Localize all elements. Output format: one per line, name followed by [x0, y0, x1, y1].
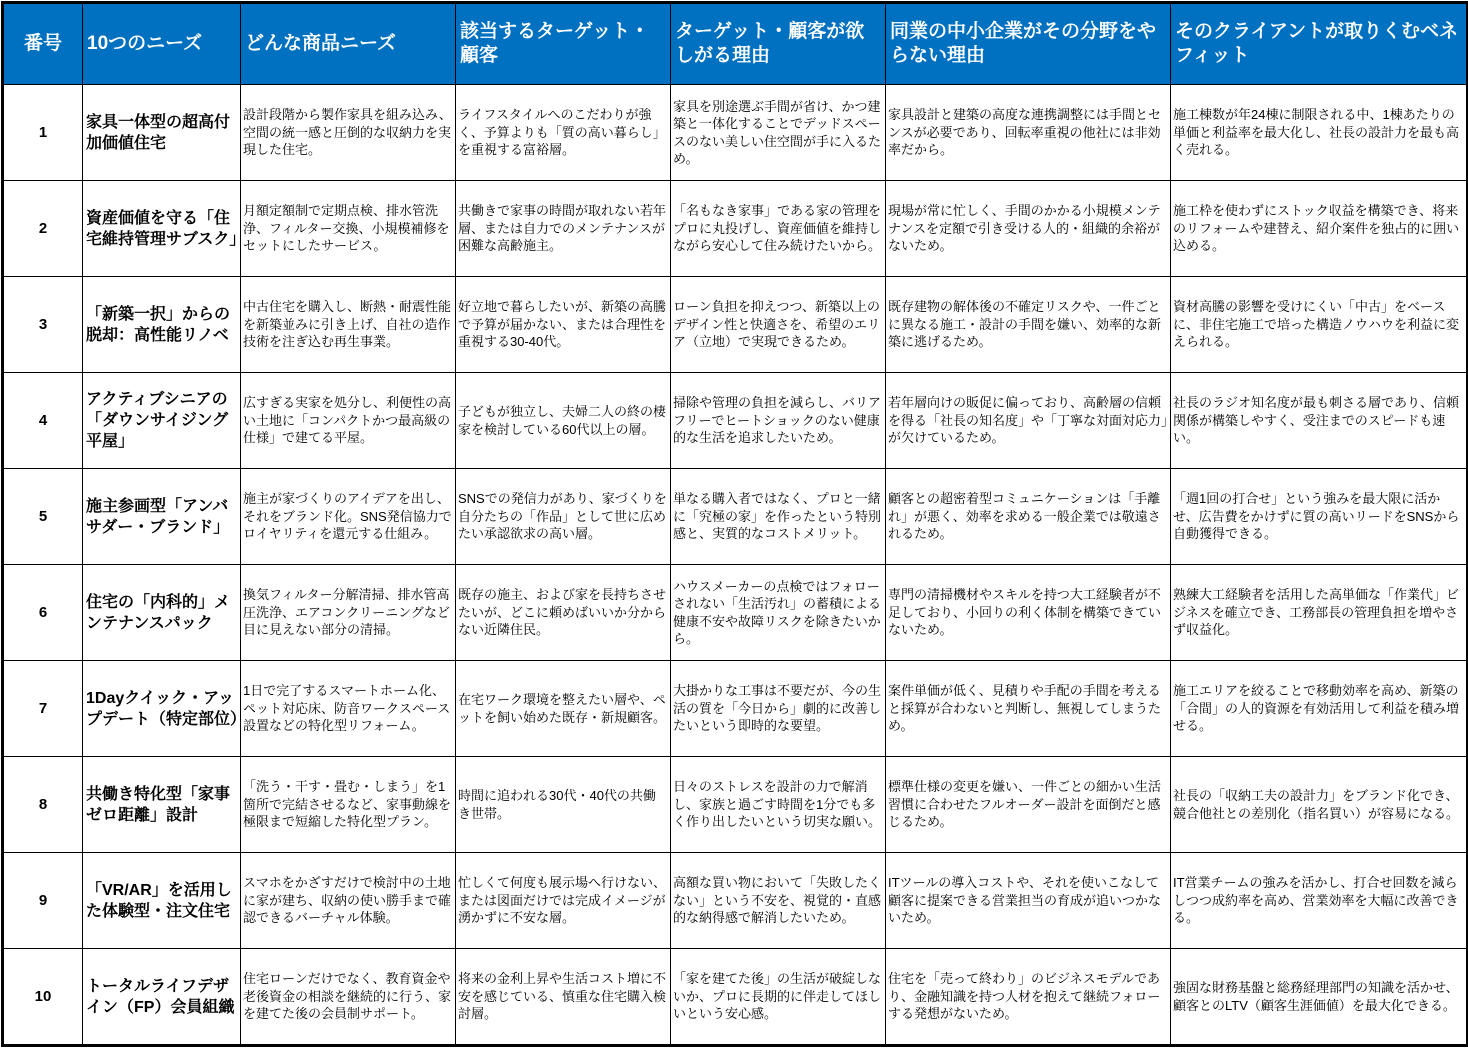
reason-cell: 単なる購入者ではなく、プロと一緒に「究極の家」を作ったという特別感と、実質的なコストメリット。: [671, 469, 886, 565]
product-cell: 1日で完了するスマートホーム化、ペット対応床、防音ワークスペース設置などの特化型リフォーム。: [241, 661, 456, 757]
need-cell: 1Dayクイック・アップデート（特定部位）: [83, 661, 241, 757]
table-row: [3, 949, 1468, 1046]
benefit-cell: 社長のラジオ知名度が最も刺さる層であり、信頼関係が構築しやすく、受注までのスピードも速い。: [1171, 373, 1468, 469]
reason-cell: 「家を建てた後」の生活が破綻しないか、プロに長期的に伴走してほしいという安心感。: [671, 949, 886, 1046]
need-cell: 家具一体型の超高付加価値住宅: [83, 85, 241, 181]
need-cell: トータルライフデザイン（FP）会員組織: [83, 949, 241, 1046]
number-cell: 2: [3, 181, 83, 277]
benefit-cell: 施工棟数が年24棟に制限される中、1棟あたりの単価と利益率を最大化し、社長の設計力を最も高く売れる。: [1171, 85, 1468, 181]
reason-cell: 日々のストレスを設計の力で解消し、家族と過ごす時間を1分でも多く作り出したいという切実な願い。: [671, 757, 886, 853]
reason-cell: ローン負担を抑えつつ、新築以上のデザイン性と快適さを、希望のエリア（立地）で実現できるため。: [671, 277, 886, 373]
product-cell: 「洗う・干す・畳む・しまう」を1箇所で完結させるなど、家事動線を極限まで短縮した特化型プラン。: [241, 757, 456, 853]
table-row: [3, 181, 1468, 277]
competitor-cell: ITツールの導入コストや、それを使いこなして顧客に提案できる営業担当の育成が追いつかないため。: [886, 853, 1171, 949]
benefit-cell: 資材高騰の影響を受けにくい「中古」をベースに、非住宅施工で培った構造ノウハウを利益に変えられる。: [1171, 277, 1468, 373]
need-cell: 施主参画型「アンバサダー・ブランド」: [83, 469, 241, 565]
header-target: 該当するターゲット・顧客: [456, 3, 671, 85]
table-row: [3, 757, 1468, 853]
target-cell: 既存の施主、および家を長持ちさせたいが、どこに頼めばいいか分からない近隣住民。: [456, 565, 671, 661]
product-cell: 中古住宅を購入し、断熱・耐震性能を新築並みに引き上げ、自社の造作技術を注ぎ込む再生事業。: [241, 277, 456, 373]
need-cell: アクティブシニアの「ダウンサイジング平屋」: [83, 373, 241, 469]
table-body: [3, 85, 1468, 1046]
target-cell: 時間に追われる30代・40代の共働き世帯。: [456, 757, 671, 853]
reason-cell: 「名もなき家事」である家の管理をプロに丸投げし、資産価値を維持しながら安心して住み続けたいから。: [671, 181, 886, 277]
table-row: [3, 853, 1468, 949]
table-row: [3, 277, 1468, 373]
header-benefit: そのクライアントが取りくむベネフィット: [1171, 3, 1468, 85]
header-needs: 10つのニーズ: [83, 3, 241, 85]
target-cell: 在宅ワーク環境を整えたい層や、ペットを飼い始めた既存・新規顧客。: [456, 661, 671, 757]
number-cell: 6: [3, 565, 83, 661]
need-cell: 共働き特化型「家事ゼロ距離」設計: [83, 757, 241, 853]
reason-cell: 掃除や管理の負担を減らし、バリアフリーでヒートショックのない健康的な生活を追求したいため。: [671, 373, 886, 469]
product-cell: スマホをかざすだけで検討中の土地に家が建ち、収納の使い勝手まで確認できるバーチャル体験。: [241, 853, 456, 949]
number-cell: 5: [3, 469, 83, 565]
header-product: どんな商品ニーズ: [241, 3, 456, 85]
competitor-cell: 顧客との超密着型コミュニケーションは「手離れ」が悪く、効率を求める一般企業では敬遠されるため。: [886, 469, 1171, 565]
number-cell: 1: [3, 85, 83, 181]
table-row: [3, 661, 1468, 757]
table-row: [3, 85, 1468, 181]
product-cell: 住宅ローンだけでなく、教育資金や老後資金の相談を継続的に行う、家を建てた後の会員制サポート。: [241, 949, 456, 1046]
reason-cell: 大掛かりな工事は不要だが、今の生活の質を「今日から」劇的に改善したいという即時的な要望。: [671, 661, 886, 757]
product-cell: 換気フィルター分解清掃、排水管高圧洗浄、エアコンクリーニングなど目に見えない部分の清掃。: [241, 565, 456, 661]
benefit-cell: IT営業チームの強みを活かし、打合せ回数を減らしつつ成約率を高め、営業効率を大幅に改善できる。: [1171, 853, 1468, 949]
header-number: 番号: [3, 3, 83, 85]
competitor-cell: 住宅を「売って終わり」のビジネスモデルであり、金融知識を持つ人材を抱えて継続フォローする発想がないため。: [886, 949, 1171, 1046]
competitor-cell: 既存建物の解体後の不確定リスクや、一件ごとに異なる施工・設計の手間を嫌い、効率的な新築に逃げるため。: [886, 277, 1171, 373]
table-row: [3, 373, 1468, 469]
target-cell: 共働きで家事の時間が取れない若年層、または自力でのメンテナンスが困難な高齢施主。: [456, 181, 671, 277]
target-cell: ライフスタイルへのこだわりが強く、予算よりも「質の高い暮らし」を重視する富裕層。: [456, 85, 671, 181]
competitor-cell: 若年層向けの販促に偏っており、高齢層の信頼を得る「社長の知名度」や「丁寧な対面対応力」が欠けているため。: [886, 373, 1171, 469]
competitor-cell: 現場が常に忙しく、手間のかかる小規模メンテナンスを定額で引き受ける人的・組織的余裕がないため。: [886, 181, 1171, 277]
product-cell: 月額定額制で定期点検、排水管洗浄、フィルター交換、小規模補修をセットにしたサービス。: [241, 181, 456, 277]
number-cell: 7: [3, 661, 83, 757]
competitor-cell: 家具設計と建築の高度な連携調整には手間とセンスが必要であり、回転率重視の他社には非効率だから。: [886, 85, 1171, 181]
table-row: [3, 469, 1468, 565]
header-competitor: 同業の中小企業がその分野をやらない理由: [886, 3, 1171, 85]
reason-cell: 家具を別途選ぶ手間が省け、かつ建築と一体化することでデッドスペースのない美しい住空間が手に入るため。: [671, 85, 886, 181]
table-row: [3, 565, 1468, 661]
competitor-cell: 専門の清掃機材やスキルを持つ大工経験者が不足しており、小回りの利く体制を構築できていないため。: [886, 565, 1171, 661]
benefit-cell: 熟練大工経験者を活用した高単価な「作業代」ビジネスを確立でき、工務部長の管理負担を増やさず収益化。: [1171, 565, 1468, 661]
product-cell: 施主が家づくりのアイデアを出し、それをブランド化。SNS発信協力でロイヤリティを還元する仕組み。: [241, 469, 456, 565]
competitor-cell: 案件単価が低く、見積りや手配の手間を考えると採算が合わないと判断し、無視してしまうため。: [886, 661, 1171, 757]
competitor-cell: 標準仕様の変更を嫌い、一件ごとの細かい生活習慣に合わせたフルオーダー設計を面倒だと感じるため。: [886, 757, 1171, 853]
target-cell: 好立地で暮らしたいが、新築の高騰で予算が届かない、または合理性を重視する30-40代。: [456, 277, 671, 373]
number-cell: 3: [3, 277, 83, 373]
target-cell: SNSでの発信力があり、家づくりを自分たちの「作品」として世に広めたい承認欲求の高い層。: [456, 469, 671, 565]
need-cell: 「新築一択」からの脱却：高性能リノベ: [83, 277, 241, 373]
benefit-cell: 施工エリアを絞ることで移動効率を高め、新築の「合間」の人的資源を有効活用して利益を積み増せる。: [1171, 661, 1468, 757]
target-cell: 将来の金利上昇や生活コスト増に不安を感じている、慎重な住宅購入検討層。: [456, 949, 671, 1046]
number-cell: 9: [3, 853, 83, 949]
need-cell: 「VR/AR」を活用した体験型・注文住宅: [83, 853, 241, 949]
reason-cell: 高額な買い物において「失敗したくない」という不安を、視覚的・直感的な納得感で解消したいため。: [671, 853, 886, 949]
benefit-cell: 「週1回の打合せ」という強みを最大限に活かせ、広告費をかけずに質の高いリードをSNSから自動獲得できる。: [1171, 469, 1468, 565]
product-cell: 設計段階から製作家具を組み込み、空間の統一感と圧倒的な収納力を実現した住宅。: [241, 85, 456, 181]
need-cell: 資産価値を守る「住宅維持管理サブスク」: [83, 181, 241, 277]
target-cell: 子どもが独立し、夫婦二人の終の棲家を検討している60代以上の層。: [456, 373, 671, 469]
header-row: [3, 3, 1468, 85]
benefit-cell: 施工枠を使わずにストック収益を構築でき、将来のリフォームや建替え、紹介案件を独占的に囲い込める。: [1171, 181, 1468, 277]
need-cell: 住宅の「内科的」メンテナンスパック: [83, 565, 241, 661]
needs-table: [1, 1, 1468, 1047]
number-cell: 10: [3, 949, 83, 1046]
benefit-cell: 強固な財務基盤と総務経理部門の知識を活かせ、顧客とのLTV（顧客生涯価値）を最大化できる。: [1171, 949, 1468, 1046]
reason-cell: ハウスメーカーの点検ではフォローされない「生活汚れ」の蓄積による健康不安や故障リスクを除きたいから。: [671, 565, 886, 661]
number-cell: 4: [3, 373, 83, 469]
number-cell: 8: [3, 757, 83, 853]
benefit-cell: 社長の「収納工夫の設計力」をブランド化でき、競合他社との差別化（指名買い）が容易になる。: [1171, 757, 1468, 853]
header-reason: ターゲット・顧客が欲しがる理由: [671, 3, 886, 85]
target-cell: 忙しくて何度も展示場へ行けない、または図面だけでは完成イメージが湧かずに不安な層。: [456, 853, 671, 949]
product-cell: 広すぎる実家を処分し、利便性の高い土地に「コンパクトかつ最高級の仕様」で建てる平屋。: [241, 373, 456, 469]
